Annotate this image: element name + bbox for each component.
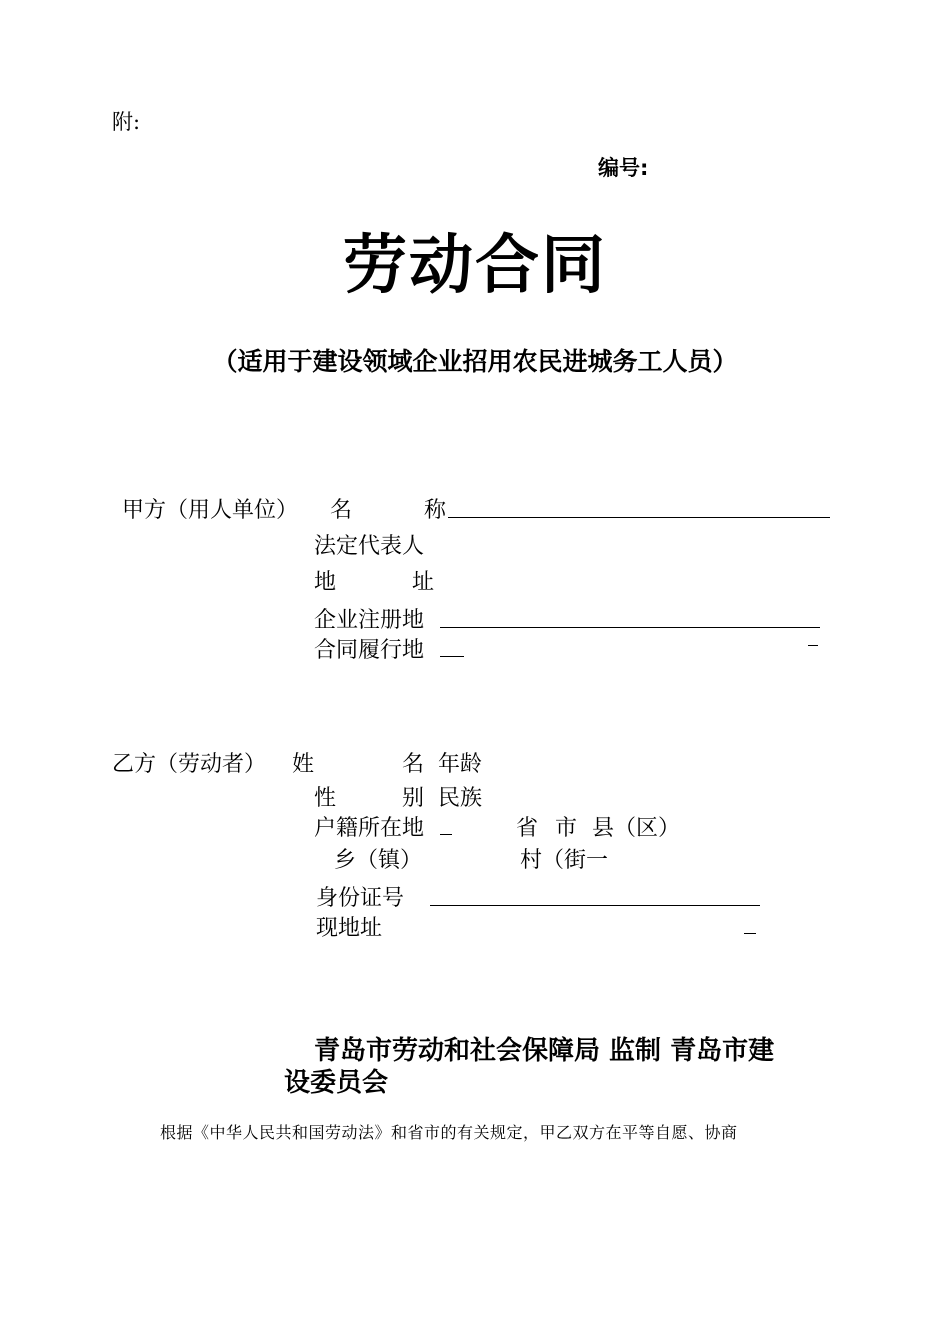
party-b-gender-label-2: 别 [402, 786, 425, 811]
party-a-perform-place-label: 合同履行地 [314, 638, 425, 663]
party-a-name-label-1: 名 [330, 498, 353, 523]
party-b-ethnicity-label: 民族 [438, 786, 483, 811]
party-b-gender-label-1: 性 [314, 786, 337, 811]
party-a-reg-place-field[interactable] [440, 609, 820, 628]
party-a-perform-place-end-mark [808, 645, 818, 646]
party-b-name-label-2: 名 [402, 752, 425, 777]
document-subtitle: （适用于建设领域企业招用农民进城务工人员） [212, 347, 738, 376]
party-b-id-field[interactable] [430, 887, 760, 906]
party-b-current-address-end-mark [744, 933, 756, 934]
supervisor-line-1: 青岛市劳动和社会保障局 监制 青岛市建 [314, 1036, 775, 1066]
party-a-name-label-2: 称 [424, 498, 447, 523]
party-b-county-label: 县（区） [592, 816, 681, 841]
preamble-text: 根据《中华人民共和国劳动法》和省市的有关规定，甲乙双方在平等自愿、协商 [160, 1123, 738, 1142]
supervisor-line-2: 设委员会 [284, 1068, 389, 1098]
attachment-label: 附: [112, 110, 141, 134]
party-b-township-label: 乡（镇） [334, 848, 423, 873]
party-a-name-field[interactable] [448, 499, 830, 518]
party-a-address-label-1: 地 [314, 570, 337, 595]
party-a-legal-rep-label: 法定代表人 [314, 534, 425, 559]
party-b-household-field[interactable] [440, 817, 452, 835]
party-b-village-label: 村（街一 [520, 848, 609, 873]
party-b-age-label: 年龄 [438, 752, 483, 777]
party-a-reg-place-label: 企业注册地 [314, 608, 425, 633]
party-b-id-label: 身份证号 [316, 886, 405, 911]
party-b-city-label: 市 [555, 816, 578, 841]
party-a-label: 甲方（用人单位） [122, 498, 299, 523]
document-title: 劳动合同 [343, 229, 607, 303]
party-b-province-label: 省 [516, 816, 539, 841]
party-b-current-address-label: 现地址 [316, 916, 383, 941]
party-a-perform-place-field[interactable] [440, 639, 464, 657]
party-a-address-label-2: 址 [412, 570, 435, 595]
serial-number-label: 编号: [598, 156, 649, 180]
party-b-label: 乙方（劳动者） [112, 752, 267, 777]
party-b-household-label: 户籍所在地 [314, 816, 425, 841]
party-b-name-label-1: 姓 [292, 752, 315, 777]
